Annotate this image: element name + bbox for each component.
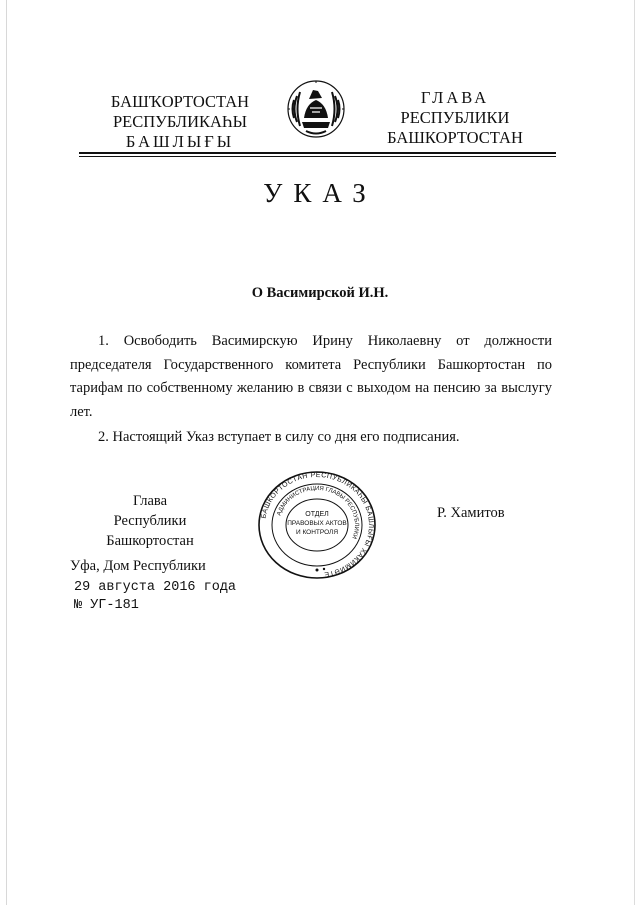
header-left-line-3: БАШЛЫҒЫ bbox=[125, 132, 235, 151]
header-right-line-2: РЕСПУБЛИКИ bbox=[400, 108, 510, 127]
header-left-bashkir bbox=[100, 92, 260, 152]
paragraph-1: 1. Освободить Васимирскую Ирину Николаевну от должности председателя Государственного комитета Республики Башкортостан по тарифам по собственному желанию в связи с выходом на пенсию за выслугу лет. bbox=[70, 333, 552, 420]
header-right-line-3: БАШКОРТОСТАН bbox=[387, 128, 523, 147]
signatory-title-line-2: Республики Башкортостан bbox=[106, 513, 194, 549]
header-left-line-2: РЕСПУБЛИКАҺЫ bbox=[112, 112, 248, 131]
stamp-center-line-1: ОТДЕЛ bbox=[305, 511, 329, 518]
header-rule-thin bbox=[79, 156, 556, 157]
signing-date: 29 августа 2016 года bbox=[74, 580, 237, 595]
signatory-name: Р. Хамитов bbox=[437, 505, 505, 521]
stamp-outer-text: БАШКОРТОСТАН РЕСПУБЛИКАҺЫ БАШЛЫҒЫ ХАКИМИӘТЕ bbox=[260, 471, 375, 578]
stamp-center-line-2: ПРАВОВЫХ АКТОВ bbox=[287, 520, 347, 527]
document-title: УКАЗ bbox=[263, 178, 377, 208]
signatory-title bbox=[70, 491, 230, 551]
official-stamp bbox=[256, 470, 378, 580]
signatory-title-line-1: Глава bbox=[132, 493, 168, 509]
decree-number: № УГ-181 bbox=[74, 598, 139, 613]
header-rule-thick bbox=[79, 152, 556, 154]
paragraph-2: 2. Настоящий Указ вступает в силу со дня его подписания. bbox=[98, 429, 460, 445]
header-right-line-1: ГЛАВА bbox=[420, 88, 490, 107]
page-edge-left bbox=[6, 0, 7, 905]
stamp-center-line-3: И КОНТРОЛЯ bbox=[295, 529, 339, 536]
signing-place: Уфа, Дом Республики bbox=[70, 558, 206, 574]
header-left-line-1: БАШҠОРТОСТАН bbox=[110, 92, 250, 111]
page-edge-right bbox=[634, 0, 635, 905]
document-subject: О Васимирской И.Н. bbox=[251, 285, 389, 301]
stamp-inner-text: АДМИНИСТРАЦИЯ ГЛАВЫ РЕСПУБЛИКИ bbox=[276, 485, 360, 540]
bashkortostan-emblem-icon bbox=[280, 78, 352, 140]
header-right-russian bbox=[375, 88, 535, 148]
